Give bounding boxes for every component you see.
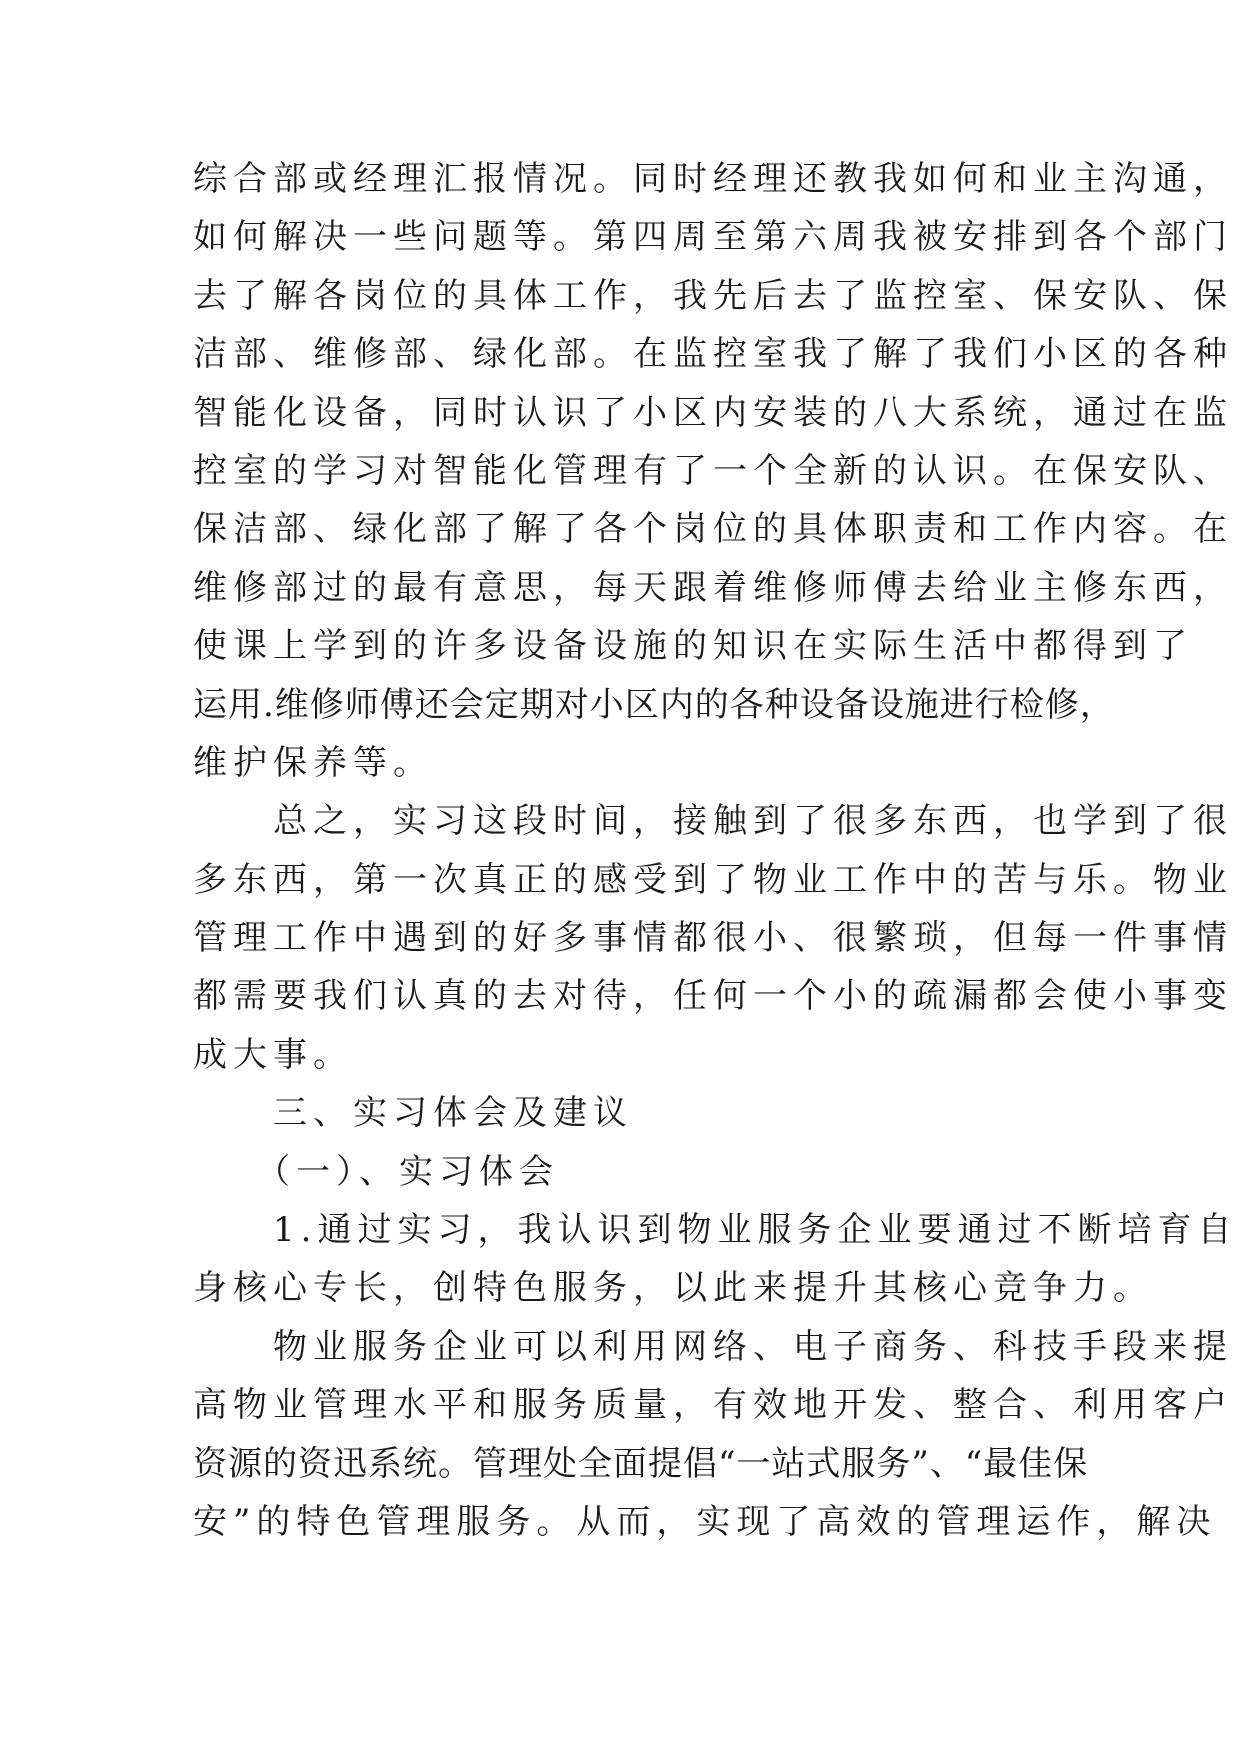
text-line: 保洁部、绿化部了解了各个岗位的具体职责和工作内容。在 bbox=[193, 509, 1233, 550]
text-line: 如何解决一些问题等。第四周至第六周我被安排到各个部门 bbox=[193, 217, 1233, 258]
text-line: 洁部、维修部、绿化部。在监控室我了解了我们小区的各种 bbox=[193, 334, 1233, 375]
text-line: 都需要我们认真的去对待，任何一个小的疏漏都会使小事变 bbox=[193, 976, 1233, 1017]
body-text bbox=[193, 150, 1238, 1551]
text-line: 资源的资迅系统。管理处全面提倡“一站式服务”、“最佳保 bbox=[193, 1443, 1089, 1484]
text-line: 高物业管理水平和服务质量，有效地开发、整合、利用客户 bbox=[193, 1385, 1233, 1426]
text-line: 综合部或经理汇报情况。同时经理还教我如何和业主沟通， bbox=[193, 159, 1233, 199]
text-line: 使课上学到的许多设备设施的知识在实际生活中都得到了 bbox=[193, 626, 1193, 667]
text-line: 运用.维修师傅还会定期对小区内的各种设备设施进行检修， bbox=[193, 684, 1115, 725]
paragraph-start-line: 总之，实习这段时间，接触到了很多东西，也学到了很 bbox=[193, 801, 1233, 842]
text-line: 成大事。 bbox=[193, 1034, 353, 1075]
text-line: 多东西，第一次真正的感受到了物业工作中的苦与乐。物业 bbox=[193, 859, 1233, 900]
text-line: 控室的学习对智能化管理有了一个全新的认识。在保安队、 bbox=[193, 450, 1233, 491]
text-line: 去了解各岗位的具体工作，我先后去了监控室、保安队、保 bbox=[193, 275, 1233, 316]
paragraph-start-line: 物业服务企业可以利用网络、电子商务、科技手段来提 bbox=[193, 1326, 1233, 1367]
text-line: 身核心专长，创特色服务，以此来提升其核心竞争力。 bbox=[193, 1268, 1153, 1309]
subsection-heading: （一）、实习体会 bbox=[193, 1151, 559, 1192]
text-line: 安”的特色管理服务。从而，实现了高效的管理运作，解决 bbox=[193, 1501, 1217, 1542]
section-heading: 三、实习体会及建议 bbox=[193, 1093, 633, 1134]
text-line: 维修部过的最有意思，每天跟着维修师傅去给业主修东西， bbox=[193, 567, 1233, 608]
text-line: 管理工作中遇到的好多事情都很小、很繁琐，但每一件事情 bbox=[193, 918, 1233, 959]
text-line: 智能化设备，同时认识了小区内安装的八大系统，通过在监 bbox=[193, 392, 1233, 433]
text-line: 维护保养等。 bbox=[193, 742, 433, 783]
paragraph-start-line: 1.通过实习，我认识到物业服务企业要通过不断培育自 bbox=[193, 1210, 1238, 1251]
